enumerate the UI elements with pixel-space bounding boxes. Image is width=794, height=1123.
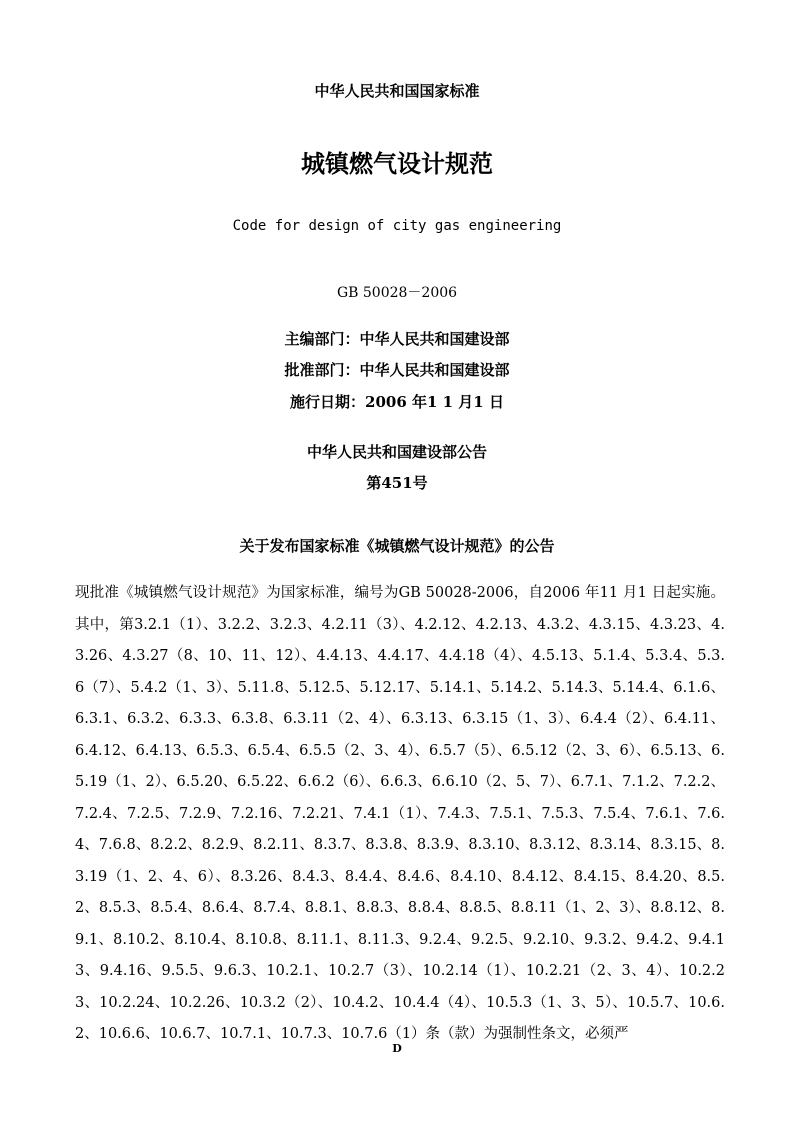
- notice-title: 关于发布国家标准《城镇燃气设计规范》的公告: [239, 537, 555, 555]
- notice-body: 现批准《城镇燃气设计规范》为国家标准，编号为GB 50028-2006，自2006 年11 月1 日起实施。其中，第3.2.1（1）、3.2.2、3.2.3、4.2.11（3）、4.2.12、4.2.13、4.3.2、4.3.15、4.3.23、4.3.26、4.3.27（8、10、11、12）、4.4.13、4.4.17、4.4.18（4）、4.5.13、5.1.4、5.3.4、5.3.6（7）、5.4.2（1、3）、5.11.8、5.12.5、5.12.17、5.14.1、5.14.2、5.14.3、5.14.4、6.1.6、6.3.1、6.3.2、6.3.3、6.3.8、6.3.11（2、4）、6.3.13、6.3.15（1、3）、6.4.4（2）、6.4.11、6.4.12、6.4.13、6.5.3、6.5.4、6.5.5（2、3、4）、6.5.7（5）、6.5.12（2、3、6）、6.5.13、6.5.19（1、2）、6.5.20、6.5.22、6.6.2（6）、6.6.3、6.6.10（2、5、7）、6.7.1、7.1.2、7.2.2、7.2.4、7.2.5、7.2.9、7.2.16、7.2.21、7.4.1（1）、7.4.3、7.5.1、7.5.3、7.5.4、7.6.1、7.6.4、7.6.8、8.2.2、8.2.9、8.2.11、8.3.7、8.3.8、8.3.9、8.3.10、8.3.12、8.3.14、8.3.15、8.3.19（1、2、4、6）、8.3.26、8.4.3、8.4.4、8.4.6、8.4.10、8.4.12、8.4.15、8.4.20、8.5.2、8.5.3、8.5.4、8.6.4、8.7.4、8.8.1、8.8.3、8.8.4、8.8.5、8.8.11（1、2、3）、8.8.12、8.9.1、8.10.2、8.10.4、8.10.8、8.11.1、8.11.3、9.2.4、9.2.5、9.2.10、9.3.2、9.4.2、9.4.13、9.4.16、9.5.5、9.6.3、10.2.1、10.2.7（3）、10.2.14（1）、10.2.21（2、3、4）、10.2.23、10.2.24、10.2.26、10.3.2（2）、10.4.2、10.4.4（4）、10.5.3（1、3、5）、10.5.7、10.6.2、10.6.6、10.6.7、10.7.1、10.7.3、10.7.6（1）条（款）为强制性条文，必须严: [75, 585, 725, 1042]
- english-title: Code for design of city gas engineering: [232, 218, 562, 234]
- document-title: 城镇燃气设计规范: [301, 149, 493, 178]
- approver-line: 批准部门：中华人民共和国建设部: [284, 361, 510, 379]
- effective-date-line: 施行日期：2006 年1 1 月1 日: [290, 393, 504, 411]
- notice-number: 第451号: [366, 474, 428, 492]
- standard-code: GB 50028－2006: [336, 285, 458, 301]
- page-marker: D: [392, 1042, 402, 1055]
- standard-label: 中华人民共和国国家标准: [314, 82, 480, 100]
- notice-department: 中华人民共和国建设部公告: [306, 443, 487, 461]
- editor-line: 主编部门：中华人民共和国建设部: [284, 330, 510, 348]
